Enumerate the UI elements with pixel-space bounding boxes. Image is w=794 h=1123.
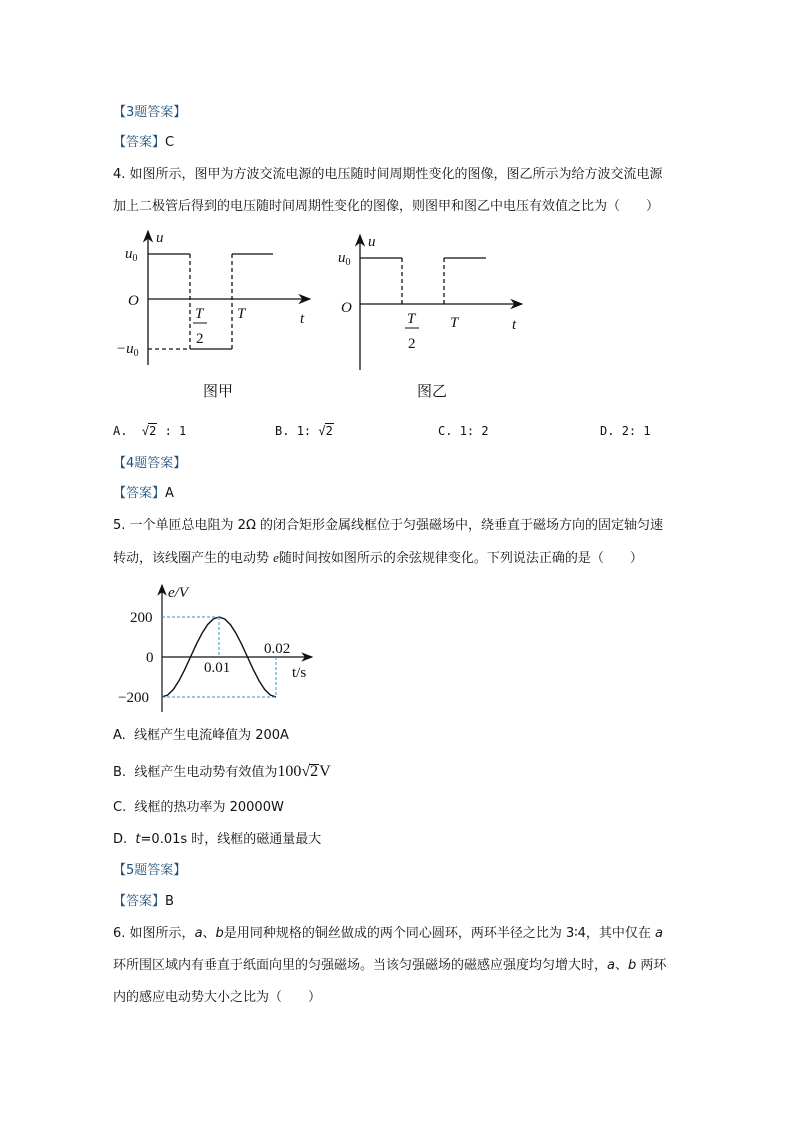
half-period-den: 2 [408, 336, 416, 352]
half-period-num: T [407, 311, 416, 327]
q6-line2: 环所围区域内有垂直于纸面向里的匀强磁场。当该匀强磁场的磁感应强度均匀增大时，a、b 两环 [113, 958, 667, 973]
y-axis-label: u [368, 234, 376, 250]
y-tick-neg200: −200 [118, 690, 149, 706]
answer-label: 【答案】 [113, 135, 166, 150]
q5-line2: 转动，该线圈产生的电动势 e随时间按如图所示的余弦规律变化。下列说法正确的是（ ） [113, 550, 643, 566]
q4-line2: 加上二极管后得到的电压随时间周期性变化的图像，则图甲和图乙中电压有效值之比为（ ） [113, 199, 660, 214]
q5-answer-header: 【5题答案】 [113, 863, 187, 878]
x-tick-0.02: 0.02 [264, 641, 291, 657]
answer-value: C [165, 135, 175, 150]
period-label: T [237, 306, 246, 322]
y-axis-label: e/V [168, 585, 188, 601]
neg-u0-label: $-u_0$ [116, 341, 139, 359]
figure-b-caption: 图乙 [417, 384, 448, 400]
period-label: T [450, 315, 459, 331]
y-axis-label: u [156, 230, 164, 246]
figure-a-caption: 图甲 [203, 384, 234, 400]
u0-label: $u_0$ [338, 250, 351, 268]
q5-line1: 5. 一个单匝总电阻为 2Ω 的闭合矩形金属线框位于匀强磁场中，绕垂直于磁场方向的固定轴匀速 [113, 518, 664, 533]
q4-option-b[interactable]: B. 1: √2 [275, 424, 333, 438]
q5-option-b[interactable]: B. 线框产生电动势有效值为100√2V [113, 763, 331, 780]
q5-answer: 【答案】B [113, 894, 174, 909]
u0-label: $u_0$ [125, 246, 138, 264]
q5-option-c[interactable]: C. 线框的热功率为 20000W [113, 800, 284, 815]
q4-option-d[interactable]: D. 2: 1 [600, 424, 651, 438]
x-tick-0.01: 0.01 [204, 660, 231, 676]
x-axis-label: t/s [292, 665, 307, 681]
y-tick-0: 0 [146, 650, 154, 666]
y-tick-200: 200 [130, 610, 153, 626]
q6-line1: 6. 如图所示，a、b是用同种规格的铜丝做成的两个同心圆环，两环半径之比为 3∶4，其中仅在 a [113, 926, 663, 941]
origin-label: O [128, 293, 139, 309]
q5-option-a[interactable]: A. 线框产生电流峰值为 200A [113, 728, 289, 743]
x-axis-label: t [300, 311, 305, 327]
q5-option-d[interactable]: D. t=0.01s 时，线框的磁通量最大 [113, 832, 322, 847]
question-number: 4. [113, 167, 126, 182]
q6-line3: 内的感应电动势大小之比为（ ） [113, 990, 322, 1005]
q3-answer-header: 【3题答案】 [113, 105, 187, 120]
answer-value: A [165, 486, 174, 501]
origin-label: O [341, 300, 352, 316]
q4-answer-header: 【4题答案】 [113, 456, 187, 471]
answer-label: 【答案】 [113, 486, 166, 501]
x-axis-label: t [512, 317, 517, 333]
q4-option-c[interactable]: C. 1: 2 [438, 424, 489, 438]
question-text: 如图所示，图甲为方波交流电源的电压随时间周期性变化的图像，图乙所示为给方波交流电源 [129, 167, 663, 182]
half-period-num: T [195, 306, 204, 322]
q4-option-a[interactable]: A. √2 : 1 [113, 424, 187, 438]
half-period-den: 2 [196, 331, 204, 347]
